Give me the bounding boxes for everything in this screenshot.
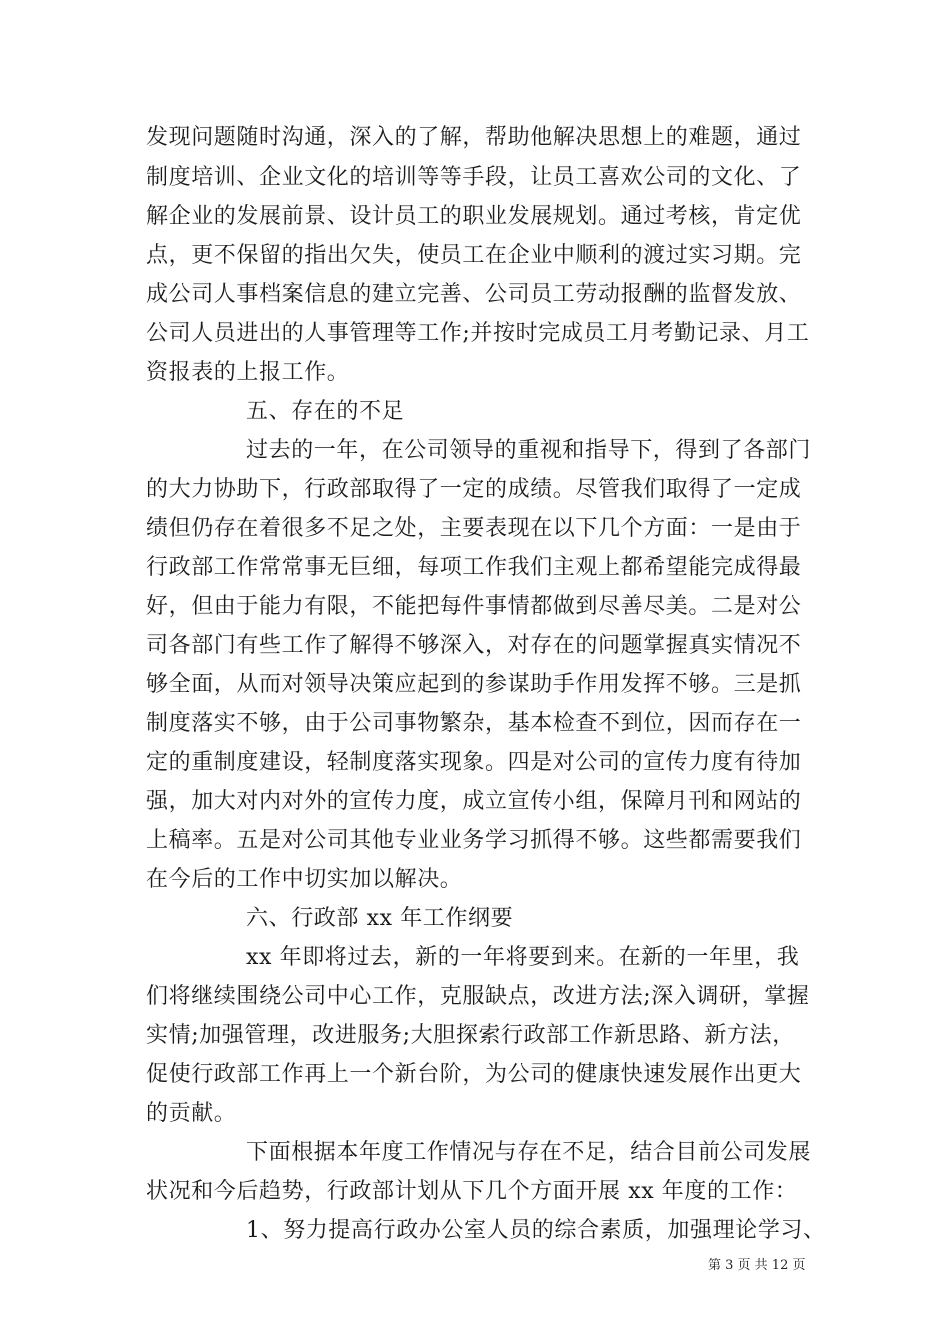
body-line: 的大力协助下，行政部取得了一定的成绩。尽管我们取得了一定成	[146, 477, 802, 502]
body-line: 行政部工作常常事无巨细，每项工作我们主观上都希望能完成得最	[146, 555, 802, 580]
body-line: 公司人员进出的人事管理等工作;并按时完成员工月考勤记录、月工	[146, 321, 810, 346]
page-number-footer: 第 3 页 共 12 页	[708, 1258, 806, 1273]
body-line: 好，但由于能力有限，不能把每件事情都做到尽善尽美。二是对公	[146, 594, 802, 619]
body-line: 过去的一年，在公司领导的重视和指导下，得到了各部门	[246, 438, 812, 463]
list-item: 1、努力提高行政办公室人员的综合素质，加强理论学习、	[246, 1218, 826, 1243]
body-line: 在今后的工作中切实加以解决。	[146, 867, 463, 892]
body-line: 下面根据本年度工作情况与存在不足，结合目前公司发展	[246, 1140, 812, 1165]
body-line: 定的重制度建设，轻制度落实现象。四是对公司的宣传力度有待加	[146, 750, 802, 775]
body-line: 成公司人事档案信息的建立完善、公司员工劳动报酬的监督发放、	[146, 282, 802, 307]
body-line: 司各部门有些工作了解得不够深入，对存在的问题掌握真实情况不	[146, 633, 802, 658]
body-line: 的贡献。	[146, 1101, 237, 1126]
body-line: xx 年即将过去，新的一年将要到来。在新的一年里，我	[246, 945, 800, 970]
body-line: 资报表的上报工作。	[146, 360, 350, 385]
body-line: 强，加大对内对外的宣传力度，成立宣传小组，保障月刊和网站的	[146, 789, 802, 814]
body-line: 解企业的发展前景、设计员工的职业发展规划。通过考核，肯定优	[146, 204, 802, 229]
body-line: 绩但仍存在着很多不足之处，主要表现在以下几个方面：一是由于	[146, 516, 802, 541]
section-heading-work-plan: 六、行政部 xx 年工作纲要	[246, 906, 514, 931]
body-line: 发现问题随时沟通，深入的了解，帮助他解决思想上的难题，通过	[146, 125, 802, 150]
body-line: 点，更不保留的指出欠失，使员工在企业中顺利的渡过实习期。完	[146, 243, 802, 268]
body-line: 制度落实不够，由于公司事物繁杂，基本检查不到位，因而存在一	[146, 711, 802, 736]
body-line: 状况和今后趋势，行政部计划从下几个方面开展 xx 年度的工作：	[146, 1179, 798, 1204]
body-line: 实情;加强管理，改进服务;大胆探索行政部工作新思路、新方法，	[146, 1023, 795, 1048]
body-line: 上稿率。五是对公司其他专业业务学习抓得不够。这些都需要我们	[146, 828, 802, 853]
section-heading-shortcomings: 五、存在的不足	[246, 399, 405, 424]
body-line: 促使行政部工作再上一个新台阶，为公司的健康快速发展作出更大	[146, 1062, 802, 1087]
body-line: 够全面，从而对领导决策应起到的参谋助手作用发挥不够。三是抓	[146, 672, 802, 697]
body-line: 们将继续围绕公司中心工作，克服缺点，改进方法;深入调研，掌握	[146, 984, 810, 1009]
body-line: 制度培训、企业文化的培训等等手段，让员工喜欢公司的文化、了	[146, 165, 802, 190]
